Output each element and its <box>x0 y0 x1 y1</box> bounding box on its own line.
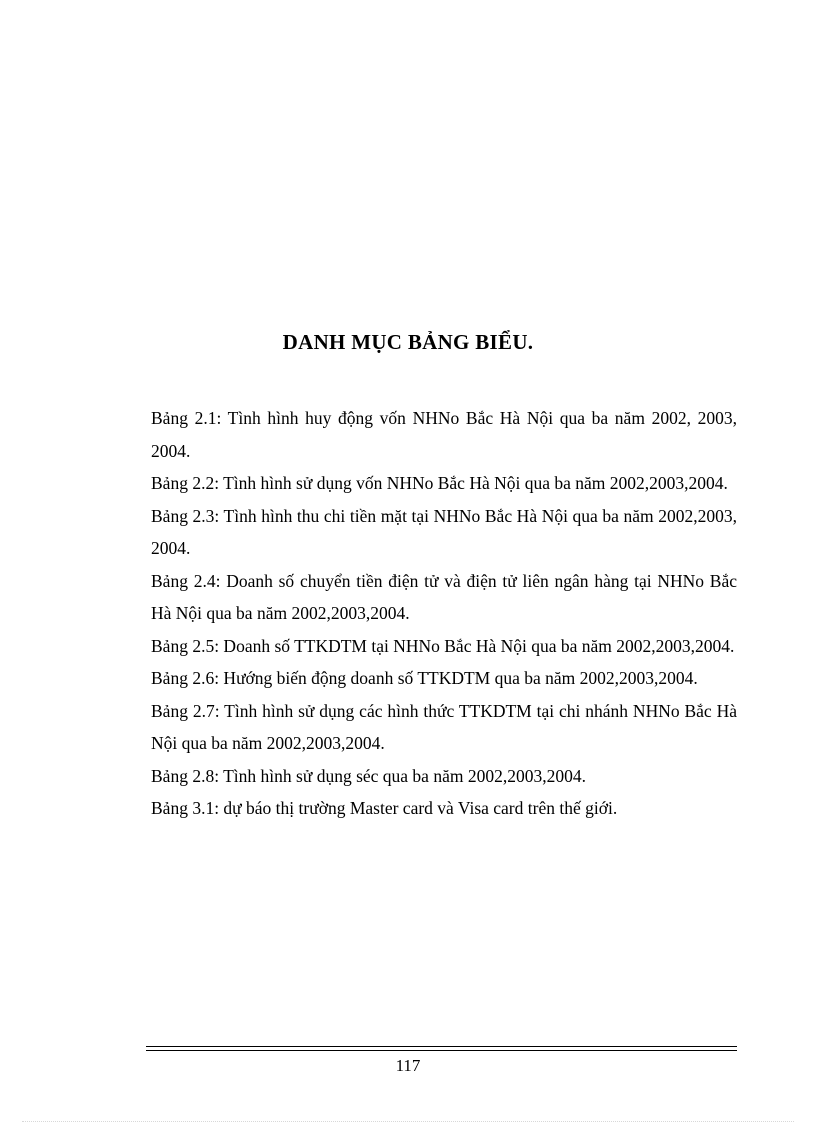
table-list <box>151 402 737 825</box>
page-edge-divider <box>22 1121 794 1122</box>
list-item: Bảng 2.1: Tình hình huy động vốn NHNo Bắc Hà Nội qua ba năm 2002, 2003, 2004. <box>151 408 737 461</box>
page-title: DANH MỤC BẢNG BIỂU. <box>282 330 534 354</box>
list-item: Bảng 2.2: Tình hình sử dụng vốn NHNo Bắc Hà Nội qua ba năm 2002,2003,2004. <box>151 473 728 493</box>
list-item: Bảng 2.7: Tình hình sử dụng các hình thức TTKDTM tại chi nhánh NHNo Bắc Hà Nội qua ba năm 2002,2003,2004. <box>151 700 737 753</box>
list-item: Bảng 2.6: Hướng biến động doanh số TTKDTM qua ba năm 2002,2003,2004. <box>151 668 698 688</box>
list-item: Bảng 2.4: Doanh số chuyển tiền điện tử và điện tử liên ngân hàng tại NHNo Bắc Hà Nội qua ba năm 2002,2003,2004. <box>151 570 737 623</box>
page-number: 117 <box>395 1056 421 1075</box>
list-item: Bảng 2.5: Doanh số TTKDTM tại NHNo Bắc Hà Nội qua ba năm 2002,2003,2004. <box>151 635 735 656</box>
list-item: Bảng 3.1: dự báo thị trường Master card và Visa card trên thế giới. <box>151 798 618 818</box>
footer-divider <box>146 1046 737 1051</box>
list-item: Bảng 2.8: Tình hình sử dụng séc qua ba năm 2002,2003,2004. <box>151 765 586 786</box>
list-item: Bảng 2.3: Tình hình thu chi tiền mặt tại NHNo Bắc Hà Nội qua ba năm 2002,2003, 2004. <box>151 505 737 558</box>
